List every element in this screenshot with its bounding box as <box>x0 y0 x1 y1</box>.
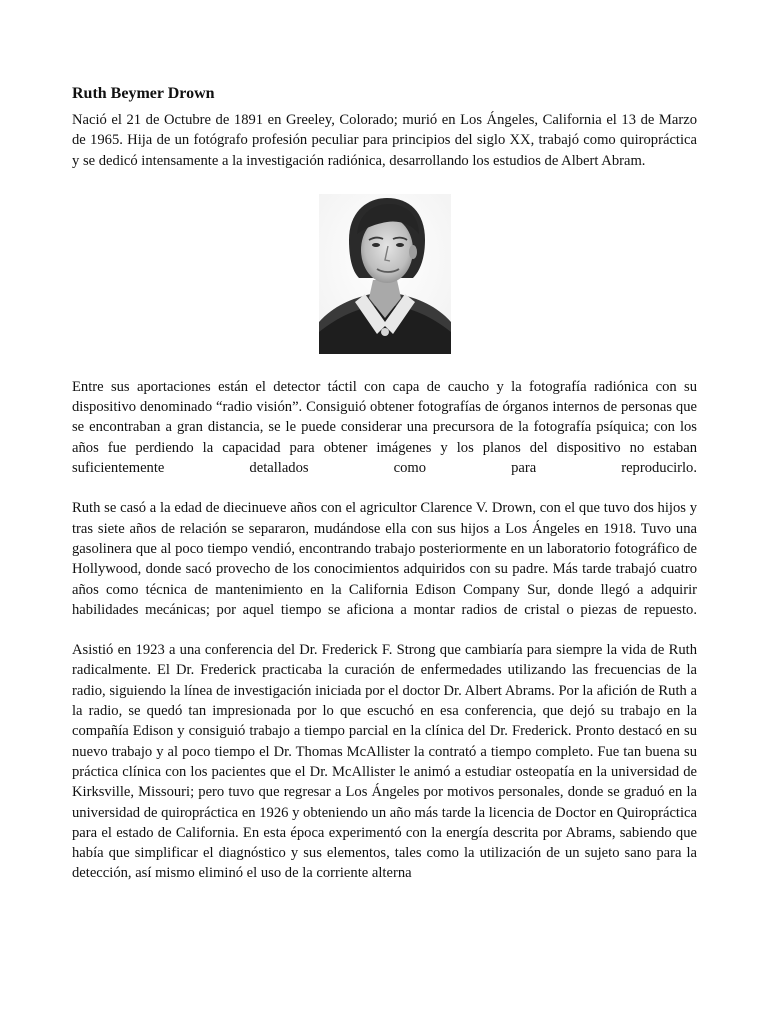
paragraph-conference: Asistió en 1923 a una conferencia del Dr. Frederick F. Strong que cambiaría para siempre la vida de Ruth radicalmente. El Dr. Frederick practicaba la curación de enfermedades utilizando las frecuencias de la radio, siguiendo la línea de investigación iniciada por el doctor Dr. Albert Abrams. Por la afición de Ruth a la radio, se quedó tan impresionada por lo que escuchó en esa conferencia, que dejó su trabajo en la compañía Edison y consiguió trabajo a tiempo parcial en la clínica del Dr. Frederick. Pronto destacó en su nuevo trabajo y al poco tiempo el Dr. Thomas McAllister la contrató a tiempo completo. Fue tan buena su práctica clínica con los pacientes que el Dr. McAllister le animó a estudiar osteopatía en la universidad de Kirksville, Missouri; pero tuvo que regresar a Los Ángeles por motivos personales, donde se graduó en la universidad de quiropráctica en 1926 y obteniendo un año más tarde la licencia de Doctor en Quiropráctica para el estado de California. En esta época experimentó con la energía descrita por Abrams, sabiendo que había que simplificar el diagnóstico y sus elementos, tales como la utilización de un sujeto sano para la detección, así mismo eliminó el uso de la corriente alterna <box>72 642 697 882</box>
paragraph-spacer <box>72 620 697 640</box>
paragraph-contributions: Entre sus aportaciones están el detector táctil con capa de caucho y la fotografía radiónica con su dispositivo denominado “radio visión”. Consiguió obtener fotografías de órganos internos de personas que se encontraban a gran distancia, se le puede considerar una precursora de la fotografía psíquica; con los años fue perdiendo la capacidad para obtener imágenes y los planos del dispositivo no estaban suficientemente detallados como para reproducirlo. <box>72 378 697 477</box>
page-title: Ruth Beymer Drown <box>72 85 215 102</box>
paragraph-intro: Nació el 21 de Octubre de 1891 en Greeley, Colorado; murió en Los Ángeles, California el 13 de Marzo de 1965. Hija de un fotógrafo profesión peculiar para principios del siglo XX, trabajó como quiropráctica y se dedicó intensamente a la investigación radiónica, desarrollando los estudios de Albert Abram. <box>72 112 697 169</box>
paragraph-marriage: Ruth se casó a la edad de diecinueve años con el agricultor Clarence V. Drown, con el que tuvo dos hijos y tras siete años de relación se separaron, mudándose ella con sus hijos a Los Ángeles en 1918. Tuvo una gasolinera que al poco tiempo vendió, encontrando trabajo posteriormente en un laboratorio fotográfico de Hollywood, donde sacó provecho de los conocimientos adquiridos con su padre. Más tarde trabajó cuatro años como técnica de mantenimiento en la California Edison Company Sur, donde llegó a adquirir habilidades mecánicas; por aquel tiempo se aficiona a montar radios de cristal o piezas de repuesto. <box>72 500 697 618</box>
portrait-figure <box>72 194 697 354</box>
document-page <box>72 84 697 884</box>
portrait-photo <box>319 194 451 354</box>
paragraph-spacer <box>72 478 697 498</box>
